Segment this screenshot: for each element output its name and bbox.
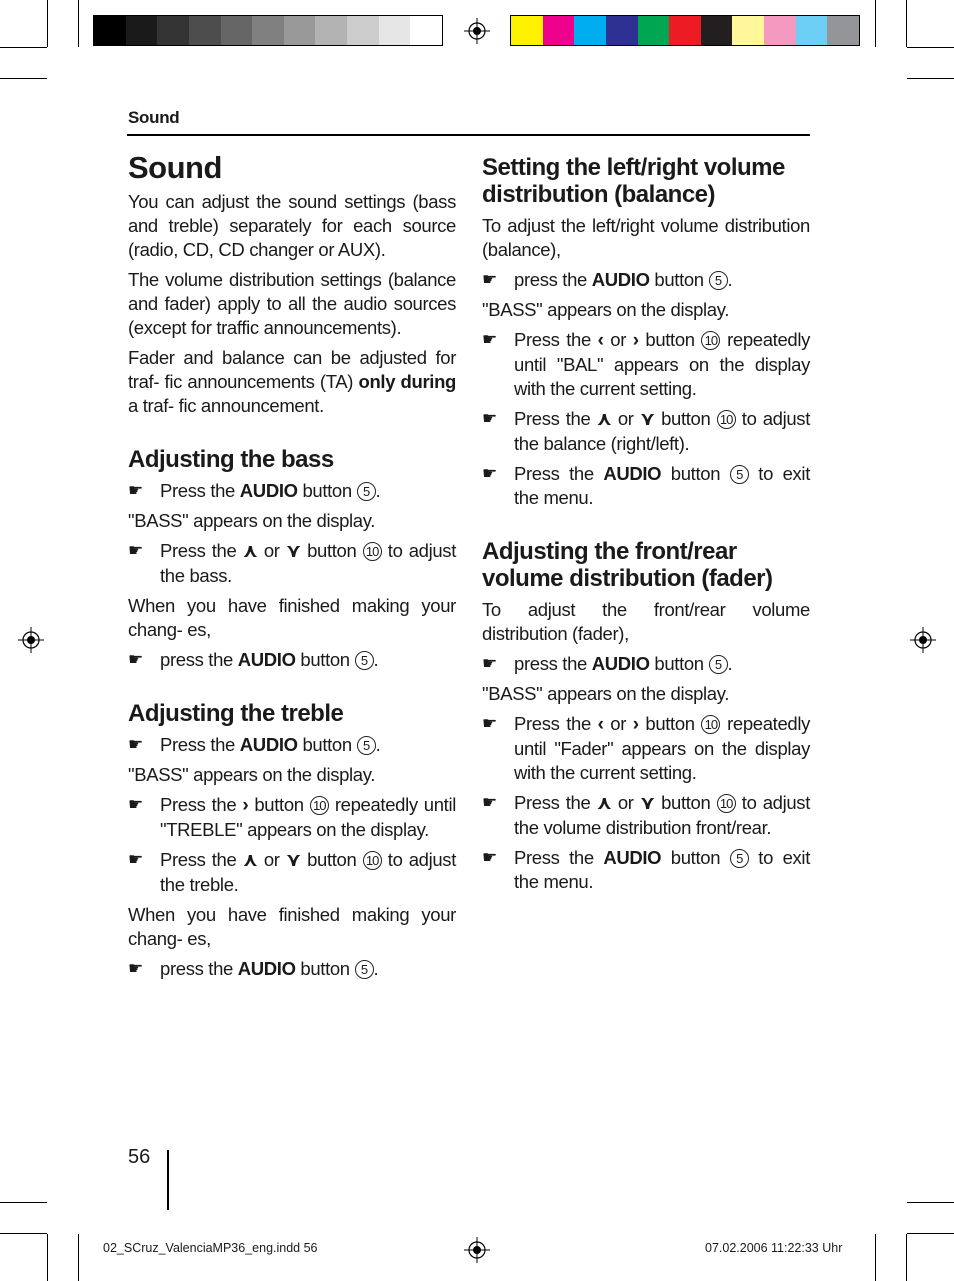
crop-mark (0, 78, 47, 79)
button-number: 10 (363, 542, 382, 561)
balance-step-3 (482, 407, 810, 456)
text: or (603, 713, 633, 734)
treble-step-4 (128, 957, 456, 981)
text: or (611, 792, 640, 813)
text: button (297, 734, 357, 755)
color-swatch (638, 16, 670, 45)
button-name: AUDIO (239, 734, 298, 755)
crop-mark (875, 0, 876, 47)
balance-intro: To adjust the left/right volume distribution (balance), (482, 215, 810, 260)
button-name: AUDIO (603, 847, 662, 868)
text: button (649, 269, 709, 290)
step-text (514, 462, 810, 510)
color-swatch (157, 16, 189, 45)
text: to adjust the bass. (160, 540, 456, 586)
button-number: 5 (355, 960, 374, 979)
crop-mark (0, 1233, 47, 1234)
balance-step-4 (482, 462, 810, 510)
pointing-hand-icon: ☛ (128, 650, 143, 669)
text: or (257, 849, 286, 870)
button-name: AUDIO (603, 463, 662, 484)
display-note: "BASS" appears on the display. (482, 683, 730, 704)
page-title: Sound (128, 150, 222, 185)
crop-mark (907, 1202, 954, 1203)
text: Press the (160, 480, 240, 501)
text: button (248, 794, 310, 815)
fader-step-2 (482, 712, 810, 785)
text: . (375, 480, 381, 501)
text: to adjust the treble. (160, 849, 456, 895)
text: to adjust the volume distribution front/rear. (514, 792, 810, 838)
color-swatch (379, 16, 411, 45)
text: . (727, 653, 733, 674)
finish-note: When you have finished making your chang- es, (128, 904, 456, 949)
text: Press the (160, 849, 243, 870)
text: . (375, 734, 381, 755)
display-note: "BASS" appears on the display. (482, 299, 730, 320)
color-swatch (543, 16, 575, 45)
button-number: 10 (717, 410, 736, 429)
crop-mark (47, 1234, 48, 1281)
button-name: AUDIO (591, 653, 650, 674)
button-number: 10 (701, 715, 720, 734)
color-swatch (606, 16, 638, 45)
color-swatch (189, 16, 221, 45)
bass-step-3 (128, 648, 456, 672)
intro-paragraph: The volume distribution settings (balance and fader) apply to all the audio sources (except for traffic announcements). (128, 269, 456, 338)
fader-step-1 (482, 652, 810, 676)
step-text (160, 479, 456, 503)
crop-mark (907, 47, 954, 48)
right-column (482, 150, 810, 900)
button-number: 5 (357, 736, 376, 755)
fader-intro: To adjust the front/rear volume distribution (fader), (482, 599, 810, 644)
color-swatch (221, 16, 253, 45)
text: . (373, 649, 379, 670)
text: Press the (514, 408, 597, 429)
text: button (638, 329, 702, 350)
pointing-hand-icon: ☛ (482, 714, 497, 733)
treble-step-3 (128, 848, 456, 897)
color-swatch (315, 16, 347, 45)
footer-filename: 02_SCruz_ValenciaMP36_eng.indd 56 (103, 1241, 318, 1255)
color-swatch (732, 16, 764, 45)
text: to adjust the balance (right/left). (514, 408, 810, 454)
down-arrow-icon: ⋎ (285, 850, 301, 871)
down-arrow-icon: ⋎ (639, 793, 655, 814)
bass-heading: Adjusting the bass (128, 446, 334, 473)
text: button (300, 849, 363, 870)
step-text (160, 648, 456, 672)
crop-mark (907, 1233, 954, 1234)
fader-step-3 (482, 791, 810, 840)
text: to exit the menu. (514, 463, 810, 508)
display-note: "BASS" appears on the display. (128, 510, 376, 531)
page-number-rule (167, 1150, 169, 1210)
text: Press the (514, 847, 604, 868)
crop-mark (78, 0, 79, 47)
color-swatch (410, 16, 442, 45)
pointing-hand-icon: ☛ (482, 848, 497, 867)
color-swatch (347, 16, 379, 45)
bass-step-1 (128, 479, 456, 503)
text: to exit the menu. (514, 847, 810, 892)
step-text (514, 407, 810, 456)
intro-paragraph: You can adjust the sound settings (bass and treble) separately for each source (radio, CD, CD changer or AUX). (128, 191, 456, 260)
up-arrow-icon: ⋏ (242, 850, 258, 871)
step-text (160, 539, 456, 588)
fader-step-4 (482, 846, 810, 894)
text: button (638, 713, 702, 734)
balance-step-1 (482, 268, 810, 292)
left-arrow-icon: ‹ (597, 714, 604, 735)
step-text (160, 848, 456, 897)
up-arrow-icon: ⋏ (596, 793, 612, 814)
step-text (514, 846, 810, 894)
crop-mark (47, 0, 48, 47)
up-arrow-icon: ⋏ (242, 541, 258, 562)
color-swatch (796, 16, 828, 45)
pointing-hand-icon: ☛ (482, 409, 497, 428)
pointing-hand-icon: ☛ (482, 654, 497, 673)
down-arrow-icon: ⋎ (285, 541, 301, 562)
button-number: 5 (709, 271, 728, 290)
color-swatch (764, 16, 796, 45)
crop-mark (0, 1202, 47, 1203)
section-header: Sound (128, 108, 180, 127)
text: or (603, 329, 633, 350)
right-arrow-icon: › (632, 330, 639, 351)
pointing-hand-icon: ☛ (128, 541, 143, 560)
color-swatch (94, 16, 126, 45)
color-swatch (827, 16, 859, 45)
color-swatch (669, 16, 701, 45)
right-arrow-icon: › (242, 795, 249, 816)
pointing-hand-icon: ☛ (128, 735, 143, 754)
fader-note (128, 346, 456, 418)
step-text (514, 652, 810, 676)
crop-mark (906, 1234, 907, 1281)
text: . (373, 958, 379, 979)
color-swatch (701, 16, 733, 45)
up-arrow-icon: ⋏ (596, 409, 612, 430)
text: button (654, 408, 717, 429)
treble-step-2 (128, 793, 456, 842)
treble-heading: Adjusting the treble (128, 700, 344, 727)
text: button (295, 958, 355, 979)
button-name: AUDIO (237, 958, 296, 979)
text: Fader and balance can be adjusted for traf- fic announcements (TA) (128, 347, 456, 392)
text: repeatedly until "Fader" appears on the display with the current setting. (514, 713, 810, 783)
color-swatch (511, 16, 543, 45)
finish-note: When you have finished making your chang- es, (128, 595, 456, 640)
text: Press the (160, 540, 243, 561)
text: Press the (514, 792, 597, 813)
text: button (295, 649, 355, 670)
text: Press the (160, 794, 243, 815)
step-text (514, 268, 810, 292)
text: repeatedly until "TREBLE" appears on the display. (160, 794, 456, 840)
text: Press the (514, 463, 604, 484)
button-number: 10 (363, 851, 382, 870)
registration-mark-icon (910, 627, 936, 653)
button-number: 5 (357, 482, 376, 501)
down-arrow-icon: ⋎ (639, 409, 655, 430)
crop-mark (78, 1234, 79, 1281)
crop-mark (907, 78, 954, 79)
registration-mark-icon (18, 627, 44, 653)
text: Press the (514, 713, 598, 734)
pointing-hand-icon: ☛ (482, 330, 497, 349)
treble-step-1 (128, 733, 456, 757)
color-swatch (126, 16, 158, 45)
text: Press the (160, 734, 240, 755)
text: Press the (514, 329, 598, 350)
button-number: 5 (355, 651, 374, 670)
registration-mark-icon (464, 18, 490, 44)
crop-mark (875, 1234, 876, 1281)
left-arrow-icon: ‹ (597, 330, 604, 351)
pointing-hand-icon: ☛ (128, 481, 143, 500)
step-text (160, 793, 456, 842)
balance-heading: Setting the left/right volume distribution (balance) (482, 154, 785, 208)
button-name: AUDIO (237, 649, 296, 670)
pointing-hand-icon: ☛ (128, 795, 143, 814)
crop-mark (0, 47, 47, 48)
color-calibration-bar (510, 15, 860, 46)
button-name: AUDIO (239, 480, 298, 501)
pointing-hand-icon: ☛ (482, 793, 497, 812)
button-number: 5 (709, 655, 728, 674)
text: or (257, 540, 286, 561)
text: press the (160, 649, 238, 670)
step-text (514, 791, 810, 840)
display-note: "BASS" appears on the display. (128, 764, 376, 785)
button-number: 10 (310, 796, 329, 815)
text: button (649, 653, 709, 674)
footer-timestamp: 07.02.2006 11:22:33 Uhr (705, 1241, 843, 1255)
text: press the (514, 653, 592, 674)
text: a traf- fic announcement. (128, 395, 324, 416)
emphasis: only during (358, 371, 456, 392)
right-arrow-icon: › (632, 714, 639, 735)
text: button (654, 792, 717, 813)
grayscale-calibration-bar (93, 15, 443, 46)
text: . (727, 269, 733, 290)
text: button (297, 480, 357, 501)
left-column (128, 150, 456, 987)
pointing-hand-icon: ☛ (482, 270, 497, 289)
page-number: 56 (128, 1146, 151, 1168)
text: button (300, 540, 363, 561)
text: press the (514, 269, 592, 290)
text: press the (160, 958, 238, 979)
registration-mark-icon (464, 1237, 490, 1263)
fader-heading: Adjusting the front/rear volume distribution (fader) (482, 538, 773, 592)
button-number: 5 (730, 849, 749, 868)
crop-mark (906, 0, 907, 47)
color-swatch (284, 16, 316, 45)
balance-step-2 (482, 328, 810, 401)
step-text (160, 733, 456, 757)
step-text (514, 328, 810, 401)
bass-step-2 (128, 539, 456, 588)
text: button (661, 847, 730, 868)
header-rule (127, 134, 810, 136)
color-swatch (574, 16, 606, 45)
pointing-hand-icon: ☛ (482, 464, 497, 483)
step-text (514, 712, 810, 785)
pointing-hand-icon: ☛ (128, 959, 143, 978)
text: or (611, 408, 640, 429)
pointing-hand-icon: ☛ (128, 850, 143, 869)
text: repeatedly until "BAL" appears on the display with the current setting. (514, 329, 810, 399)
button-number: 10 (701, 331, 720, 350)
step-text (160, 957, 456, 981)
color-swatch (252, 16, 284, 45)
text: button (661, 463, 730, 484)
button-number: 5 (730, 465, 749, 484)
button-name: AUDIO (591, 269, 650, 290)
button-number: 10 (717, 794, 736, 813)
